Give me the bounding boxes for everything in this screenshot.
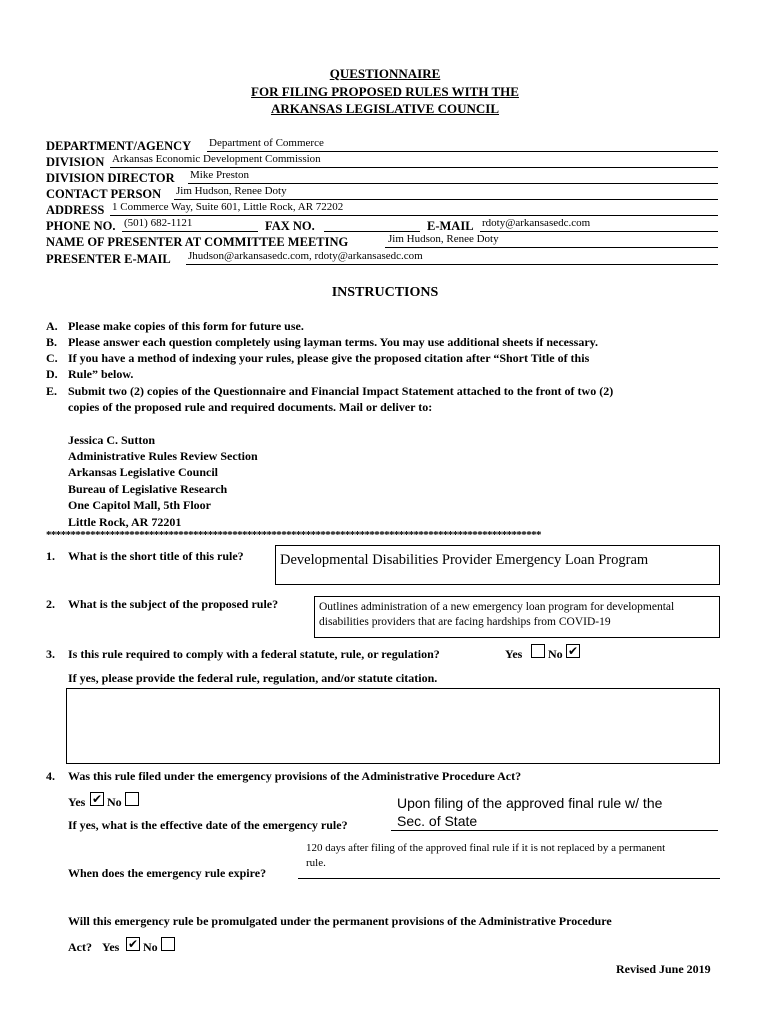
question-2-number: 2. bbox=[46, 597, 55, 611]
question-1-text: What is the short title of this rule? bbox=[68, 549, 244, 563]
subject-value-line-2: disabilities providers that are facing hardships from COVID-19 bbox=[319, 616, 611, 628]
phone-label: PHONE NO. bbox=[46, 219, 116, 233]
fax-line bbox=[324, 231, 420, 232]
expire-value-line-1: 120 days after filing of the approved final rule if it is not replaced by a permanent bbox=[306, 842, 666, 854]
q4-no-checkbox[interactable] bbox=[125, 792, 139, 806]
short-title-field[interactable] bbox=[275, 545, 720, 585]
subject-field[interactable] bbox=[314, 596, 720, 638]
instruction-letter: E. bbox=[46, 384, 58, 398]
director-line bbox=[188, 183, 718, 184]
contact-field[interactable]: Jim Hudson, Renee Doty bbox=[176, 185, 287, 197]
question-4-number: 4. bbox=[46, 769, 55, 783]
contact-label: CONTACT PERSON bbox=[46, 187, 162, 201]
division-label: DIVISION bbox=[46, 155, 105, 169]
presenter-email-line bbox=[186, 264, 718, 265]
effective-date-label: If yes, what is the effective date of the emergency rule? bbox=[68, 818, 348, 832]
title-line-1: QUESTIONNAIRE bbox=[329, 66, 441, 81]
instruction-text: Please make copies of this form for future use. bbox=[68, 319, 304, 333]
permanent-yes-checkbox[interactable] bbox=[126, 937, 140, 951]
division-line bbox=[110, 167, 718, 168]
email-field[interactable]: rdoty@arkansasedc.com bbox=[482, 217, 591, 229]
q4-no-label: No bbox=[107, 795, 122, 809]
effective-date-line bbox=[391, 830, 718, 831]
q3-yes-label: Yes bbox=[505, 647, 523, 661]
instruction-text: Submit two (2) copies of the Questionnaire and Financial Impact Statement attached to the front of two (2) bbox=[68, 384, 614, 398]
address-line bbox=[110, 215, 718, 216]
q3-no-label: No bbox=[548, 647, 563, 661]
presenter-email-label: PRESENTER E-MAIL bbox=[46, 252, 171, 266]
presenter-field[interactable]: Jim Hudson, Renee Doty bbox=[388, 233, 499, 245]
question-4-text: Was this rule filed under the emergency provisions of the Administrative Procedure Act? bbox=[68, 769, 522, 783]
title-line-2: FOR FILING PROPOSED RULES WITH THE bbox=[251, 84, 519, 99]
department-field[interactable]: Department of Commerce bbox=[209, 137, 324, 149]
director-label: DIVISION DIRECTOR bbox=[46, 171, 175, 185]
expire-label: When does the emergency rule expire? bbox=[68, 866, 267, 880]
division-field[interactable]: Arkansas Economic Development Commission bbox=[112, 153, 321, 165]
department-line bbox=[207, 151, 718, 152]
email-label: E-MAIL bbox=[427, 219, 474, 233]
question-3-followup: If yes, please provide the federal rule, regulation, and/or statute citation. bbox=[68, 671, 438, 685]
mailing-address-line: Bureau of Legislative Research bbox=[68, 482, 228, 496]
mailing-address-line: Administrative Rules Review Section bbox=[68, 449, 258, 463]
q3-yes-checkbox[interactable] bbox=[531, 644, 545, 658]
address-field[interactable]: 1 Commerce Way, Suite 601, Little Rock, AR 72202 bbox=[112, 201, 344, 213]
permanent-yes-label: Yes bbox=[102, 940, 120, 954]
effective-date-field[interactable]: Sec. of State bbox=[397, 813, 478, 829]
permanent-provisions-text: Will this emergency rule be promulgated under the permanent provisions of the Administrative Procedure bbox=[68, 914, 612, 928]
checkmark-icon: ✔ bbox=[567, 644, 579, 658]
q3-no-checkbox[interactable] bbox=[566, 644, 580, 658]
address-label: ADDRESS bbox=[46, 203, 105, 217]
director-field[interactable]: Mike Preston bbox=[190, 169, 249, 181]
department-label: DEPARTMENT/AGENCY bbox=[46, 139, 192, 153]
phone-field[interactable]: (501) 682-1121 bbox=[124, 217, 193, 229]
q4-yes-label: Yes bbox=[68, 795, 86, 809]
instruction-text-continued: copies of the proposed rule and required documents. Mail or deliver to: bbox=[68, 400, 433, 414]
question-3-text: Is this rule required to comply with a federal statute, rule, or regulation? bbox=[68, 647, 440, 661]
checkmark-icon: ✔ bbox=[127, 937, 139, 951]
instruction-text: Please answer each question completely using layman terms. You may use additional sheets if necessary. bbox=[68, 335, 598, 349]
instruction-letter: D. bbox=[46, 367, 58, 381]
expire-value-line-2: rule. bbox=[306, 857, 326, 869]
mailing-address-line: Jessica C. Sutton bbox=[68, 433, 156, 447]
question-1-number: 1. bbox=[46, 549, 55, 563]
email-line bbox=[480, 231, 718, 232]
phone-line bbox=[122, 231, 258, 232]
question-2-text: What is the subject of the proposed rule? bbox=[68, 597, 279, 611]
instruction-letter: B. bbox=[46, 335, 58, 349]
question-3-number: 3. bbox=[46, 647, 55, 661]
effective-date-value-line-1: Upon filing of the approved final rule w/ the bbox=[397, 795, 663, 811]
title-line-3: ARKANSAS LEGISLATIVE COUNCIL bbox=[270, 101, 500, 116]
presenter-label: NAME OF PRESENTER AT COMMITTEE MEETING bbox=[46, 235, 349, 249]
federal-citation-field[interactable] bbox=[66, 688, 720, 764]
instruction-letter: C. bbox=[46, 351, 58, 365]
permanent-no-checkbox[interactable] bbox=[161, 937, 175, 951]
presenter-email-field[interactable]: Jhudson@arkansasedc.com, rdoty@arkansasedc.com bbox=[188, 250, 423, 262]
mailing-address-line: Little Rock, AR 72201 bbox=[68, 515, 182, 529]
instruction-text: Rule” below. bbox=[68, 367, 134, 381]
q4-yes-checkbox[interactable] bbox=[90, 792, 104, 806]
fax-label: FAX NO. bbox=[265, 219, 315, 233]
instruction-text: If you have a method of indexing your rules, please give the proposed citation after “Short Title of this bbox=[68, 351, 590, 365]
mailing-address-line: Arkansas Legislative Council bbox=[68, 465, 219, 479]
revised-date: Revised June 2019 bbox=[616, 962, 711, 976]
instruction-letter: A. bbox=[46, 319, 58, 333]
short-title-value: Developmental Disabilities Provider Emergency Loan Program bbox=[280, 552, 649, 568]
expire-line[interactable] bbox=[298, 878, 720, 879]
presenter-line bbox=[385, 247, 718, 248]
permanent-no-label: No bbox=[143, 940, 158, 954]
asterisk-separator: ***************************************************************************************************** bbox=[46, 529, 541, 541]
subject-value-line-1: Outlines administration of a new emergency loan program for developmental bbox=[319, 601, 675, 613]
contact-line bbox=[174, 199, 718, 200]
mailing-address-line: One Capitol Mall, 5th Floor bbox=[68, 498, 211, 512]
instructions-heading: INSTRUCTIONS bbox=[331, 285, 439, 300]
permanent-act-label: Act? bbox=[68, 940, 92, 954]
checkmark-icon: ✔ bbox=[91, 792, 103, 806]
